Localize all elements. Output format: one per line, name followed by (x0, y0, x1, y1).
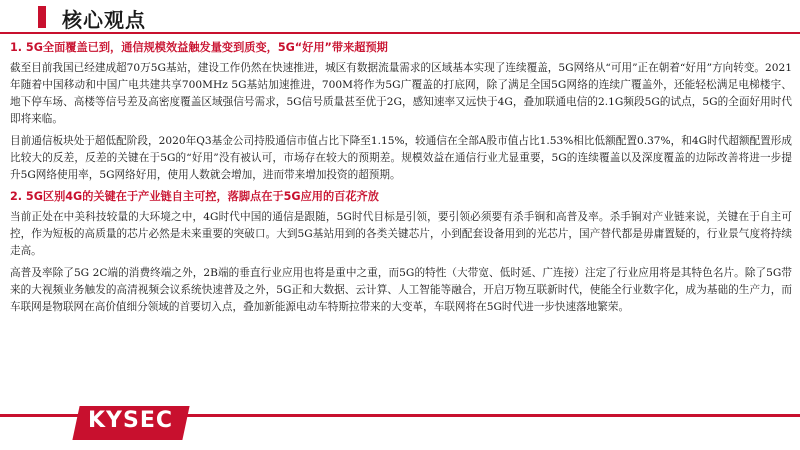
paragraph: 目前通信板块处于超低配阶段，2020年Q3基金公司持股通信市值占比下降至1.15%，较通信在全部A股市值占比1.53%相比低额配置0.37%，和4G时代超额配置形成比较大的反差，反差的关键在于5G的“好用”没有被认可，市场存在较大的预期差。规模效益在通信行业尤显重要，5G的连续覆盖以及深度覆盖的边际改善将进一步提升5G网络使用率，5G网络好用，使用人数就会增加，进而带来增加投资的超预期。 (10, 135, 792, 181)
title-accent-bar (38, 6, 46, 28)
content-body (10, 40, 792, 321)
section-1 (10, 40, 792, 184)
title-bar (0, 0, 800, 34)
paragraph: 当前正处在中美科技较量的大环境之中，4G时代中国的通信是跟随，5G时代目标是引领，要引领必须要有杀手锏和高普及率。杀手锏对产业链来说，关键在于自主可控，作为短板的高质量的芯片必然是未来重要的突破口。大到5G基站用到的各类关键芯片，小到配套设备用到的光芯片，国产替代都是毋庸置疑的，行业景气度将持续走高。 (10, 211, 792, 257)
section-heading: 2. 5G区别4G的关键在于产业链自主可控，落脚点在于5G应用的百花齐放 (10, 190, 379, 203)
page-title: 核心观点 (62, 8, 146, 32)
logo-text: KYSEC (88, 408, 173, 433)
paragraph: 高普及率除了5G 2C端的消费终端之外，2B端的垂直行业应用也将是重中之重，而5G的特性（大带宽、低时延、广连接）注定了行业应用将是其特色名片。除了5G带来的大视频业务触发的高清视频会议系统快速普及之外，5G正和大数据、云计算、人工智能等融合，开启万物互联新时代，使能全行业数字化，成为基础的生产力，而车联网是物联网在高价值细分领域的首要切入点，叠加新能源电动车特斯拉带来的大变革，车联网将在5G时代进一步快速落地繁荣。 (10, 267, 792, 313)
title-divider (0, 32, 800, 34)
section-heading: 1. 5G全面覆盖已到，通信规模效益触发量变到质变，5G“好用”带来超预期 (10, 41, 388, 54)
paragraph: 截至目前我国已经建成超70万5G基站，建设工作仍然在快速推进，城区有数据流量需求的区域基本实现了连续覆盖，5G网络从“可用”正在朝着“好用”方向转变。2021年随着中国移动和中国广电共建共享700MHz 5G基站加速推进，700M将作为5G广覆盖的打底网，除了满足全国5G网络的连续广覆盖外，还能轻松满足电梯楼宇、地下停车场、高楼等信号差及高密度覆盖区域强信号需求，5G信号质量甚至优于2G，感知速率又远快于4G，叠加联通电信的2.1G频段5G的试点，5G的全面好用时代即将来临。 (10, 62, 792, 125)
section-2 (10, 189, 792, 316)
